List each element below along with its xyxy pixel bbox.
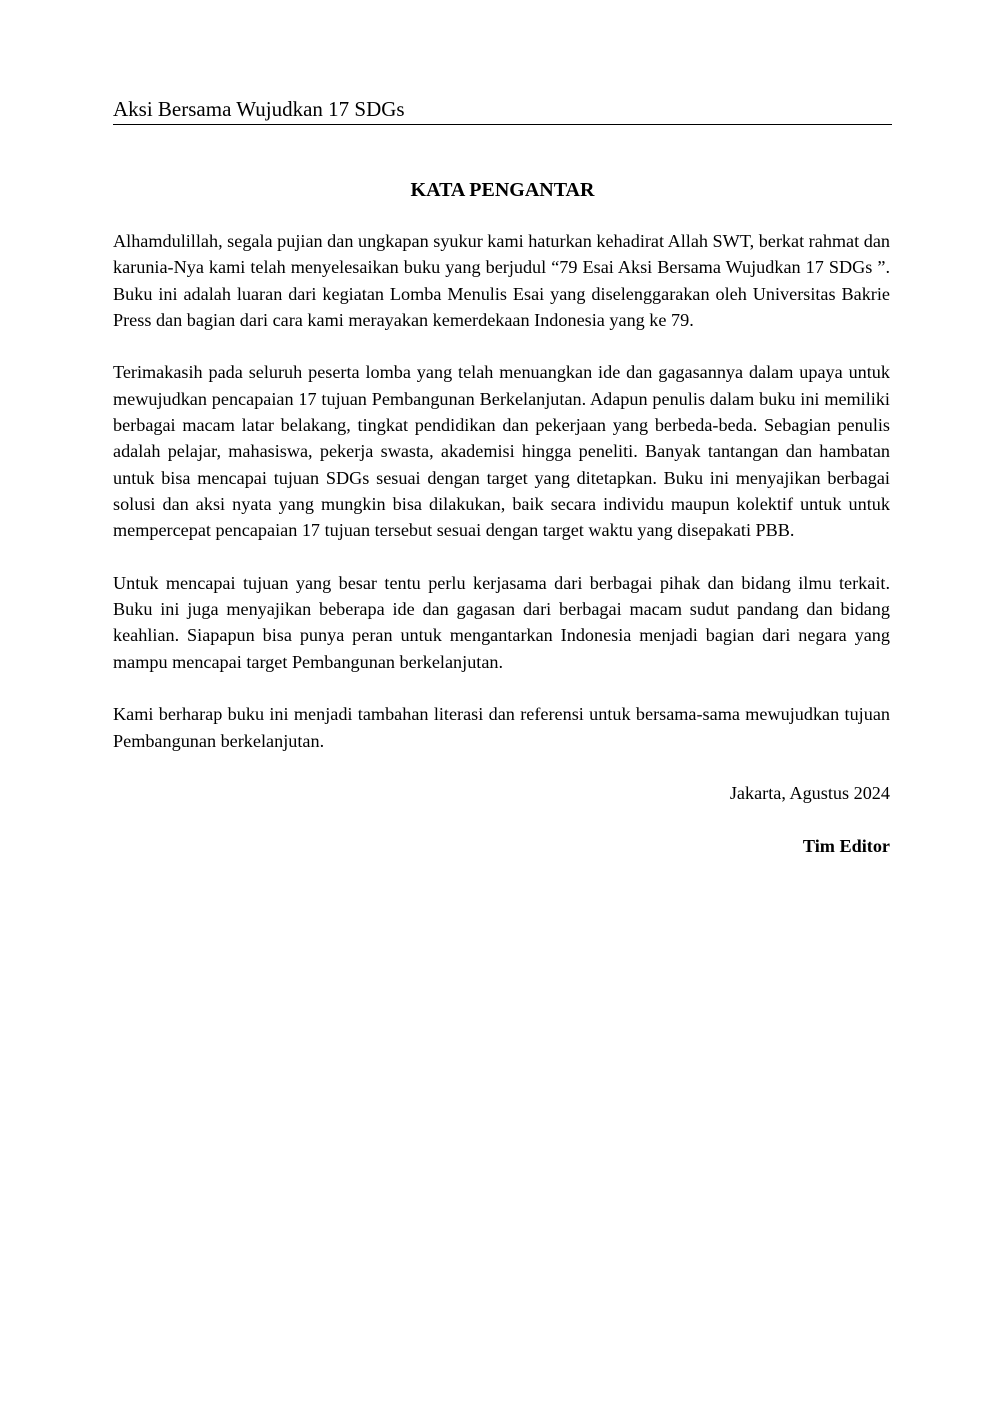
page-title: KATA PENGANTAR — [410, 179, 595, 201]
paragraph-closing-hope: Kami berharap buku ini menjadi tambahan literasi dan referensi untuk bersama-sama mewujudkan tujuan Pembangunan berkelanjutan. — [113, 704, 890, 751]
paragraph-acknowledgement: Terimakasih pada seluruh peserta lomba yang telah menuangkan ide dan gagasannya dalam upaya untuk mewujudkan pencapaian 17 tujuan Pembangunan Berkelanjutan. Adapun penulis dalam buku ini memiliki berbagai macam latar belakang, tingkat pendidikan dan pekerjaan yang berbeda-beda. Sebagian penulis adalah pelajar, mahasiswa, pekerja swasta, akademisi hingga peneliti. Banyak tantangan dan hambatan untuk bisa mencapai tujuan SDGs sesuai dengan target yang ditetapkan. Buku ini menyajikan berbagai solusi dan aksi nyata yang mungkin bisa dilakukan, baik secara individu maupun kolektif untuk untuk mempercepat pencapaian 17 tujuan tersebut sesuai dengan target waktu yang disepakati PBB. — [113, 362, 890, 541]
running-header-title: Aksi Bersama Wujudkan 17 SDGs — [113, 97, 405, 121]
signature: Tim Editor — [802, 835, 890, 856]
paragraph-collaboration: Untuk mencapai tujuan yang besar tentu perlu kerjasama dari berbagai pihak dan bidang ilmu terkait. Buku ini juga menyajikan beberapa ide dan gagasan dari berbagai macam sudut pandang dan bidang keahlian. Siapapun bisa punya peran untuk mengantarkan Indonesia menjadi bagian dari negara yang mampu mencapai target Pembangunan berkelanjutan. — [113, 572, 890, 672]
running-header — [113, 96, 892, 125]
body-text — [113, 228, 890, 859]
paragraph-opening: Alhamdulillah, segala pujian dan ungkapan syukur kami haturkan kehadirat Allah SWT, berkat rahmat dan karunia-Nya kami telah menyelesaikan buku yang berjudul “79 Esai Aksi Bersama Wujudkan 17 SDGs ”. Buku ini adalah luaran dari kegiatan Lomba Menulis Esai yang diselenggarakan oleh Universitas Bakrie Press dan bagian dari cara kami merayakan kemerdekaan Indonesia yang ke 79. — [113, 231, 890, 330]
place-date: Jakarta, Agustus 2024 — [729, 782, 890, 803]
